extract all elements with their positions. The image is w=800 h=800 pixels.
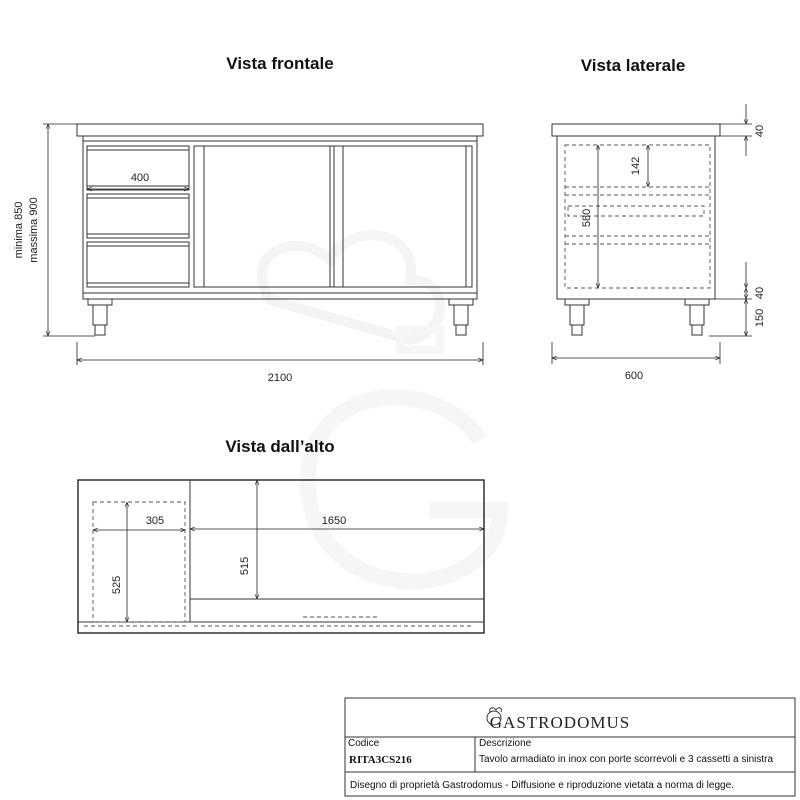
description-value: Tavolo armadiato in inox con porte scorrevoli e 3 cassetti a sinistra [479, 754, 774, 765]
front-height-min-label: minima 850 [13, 201, 25, 259]
side-shelf-gap-label: 142 [630, 156, 642, 176]
top-drawer-width-label: 305 [145, 515, 165, 527]
side-legs [565, 299, 709, 335]
front-worktop [77, 124, 483, 136]
front-sliding-doors [194, 146, 472, 287]
front-height-max-label: massima 900 [28, 197, 40, 263]
side-inner-height-label: 580 [581, 208, 593, 228]
front-drawers [87, 146, 189, 287]
code-value: RITA3CS216 [349, 754, 412, 766]
top-drawer-outline [93, 502, 185, 622]
side-leg-height-label: 150 [754, 308, 766, 328]
code-label: Codice [348, 738, 380, 749]
front-drawer-width-label: 400 [130, 172, 150, 184]
top-cabinet-depth-label: 515 [239, 556, 251, 576]
description-label: Descrizione [479, 738, 532, 749]
front-width-label: 2100 [267, 372, 293, 384]
top-cabinet-width-label: 1650 [321, 515, 347, 527]
side-base-gap-label: 40 [754, 286, 766, 300]
front-body [83, 136, 477, 299]
side-view [552, 56, 766, 382]
top-view-title: Vista dall’alto [225, 437, 335, 456]
ownership-footer: Disegno di proprietà Gastrodomus - Diffusione e riproduzione vietata a norma di legge. [350, 780, 734, 791]
side-depth-label: 600 [624, 370, 644, 382]
top-drawer-depth-label: 525 [111, 575, 123, 595]
top-view [78, 437, 484, 633]
side-worktop [552, 124, 720, 136]
side-view-title: Vista laterale [580, 56, 686, 75]
brand-name: GASTRODOMUS [489, 713, 631, 732]
title-block [345, 698, 795, 796]
top-outline [78, 480, 484, 633]
side-top-thickness-label: 40 [754, 124, 766, 138]
front-view-title: Vista frontale [226, 54, 334, 73]
